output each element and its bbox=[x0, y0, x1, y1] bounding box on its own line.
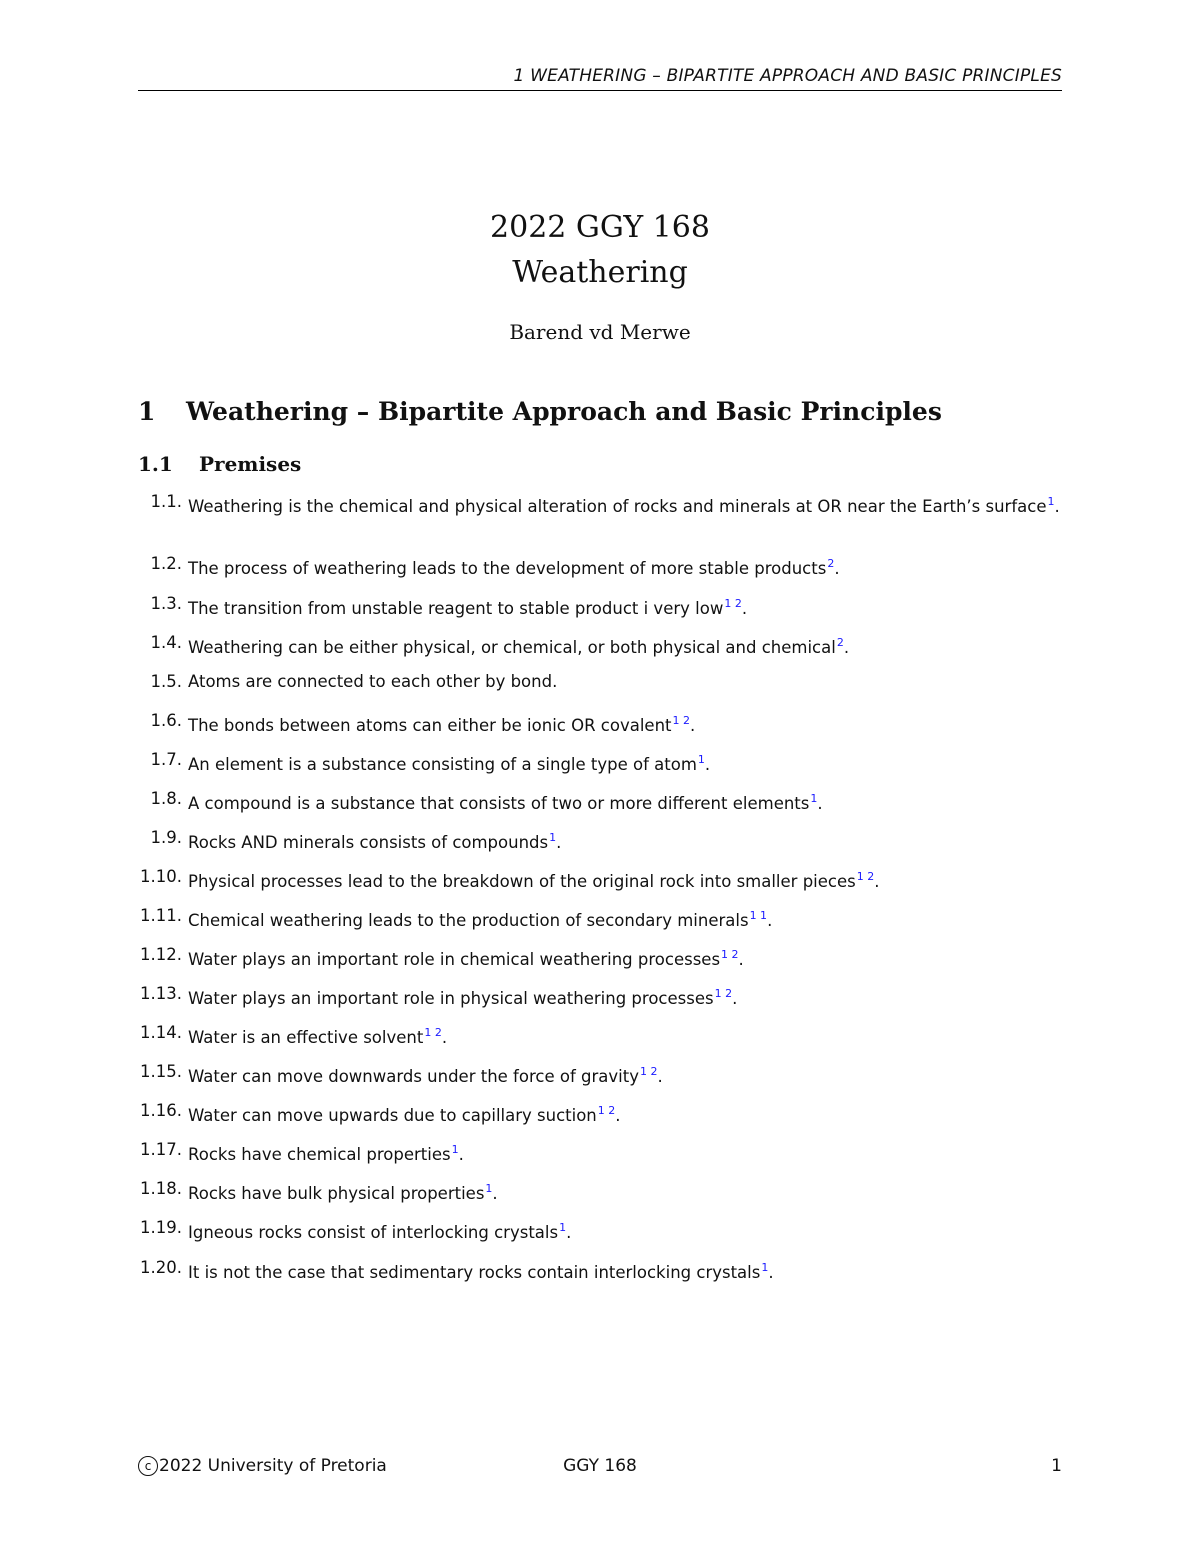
list-item bbox=[130, 982, 1062, 1011]
list-item-text: Water plays an important role in physical weathering processes bbox=[188, 989, 714, 1008]
reference-link[interactable]: 2 bbox=[827, 557, 835, 570]
reference-link[interactable]: 1 2 bbox=[724, 597, 742, 610]
list-item-period: . bbox=[657, 1067, 663, 1086]
list-item-text: Rocks AND minerals consists of compounds bbox=[188, 833, 549, 852]
list-item-number: 1.8. bbox=[150, 789, 182, 808]
list-item-body bbox=[188, 748, 1062, 777]
list-item-period: . bbox=[690, 716, 696, 735]
list-item bbox=[130, 709, 1062, 738]
list-item-number: 1.3. bbox=[150, 594, 182, 613]
list-item-period: . bbox=[441, 1028, 448, 1047]
reference-link[interactable]: 1 2 bbox=[672, 714, 690, 727]
list-item-text: Igneous rocks consist of interlocking crystals bbox=[188, 1223, 559, 1242]
list-item-text: Water plays an important role in chemical weathering processes bbox=[188, 950, 721, 969]
list-item-text: The bonds between atoms can either be ionic OR covalent bbox=[188, 716, 672, 735]
list-item bbox=[130, 787, 1062, 816]
list-item-period: . bbox=[768, 1263, 774, 1282]
section-heading bbox=[138, 397, 942, 426]
list-item-period: . bbox=[615, 1106, 621, 1125]
reference-link[interactable]: 1 bbox=[761, 1261, 769, 1274]
list-item-number: 1.6. bbox=[150, 711, 182, 730]
list-item-body bbox=[188, 1021, 1062, 1050]
document-author: Barend vd Merwe bbox=[509, 320, 691, 344]
reference-link[interactable]: 1 2 bbox=[597, 1104, 616, 1117]
list-item-number: 1.9. bbox=[150, 828, 182, 847]
list-item-body bbox=[188, 709, 1062, 738]
list-item-period: . bbox=[741, 599, 748, 618]
list-item-number: 1.20. bbox=[140, 1258, 182, 1277]
list-item bbox=[130, 1256, 1062, 1285]
document-title: 2022 GGY 168 bbox=[490, 210, 710, 245]
reference-link[interactable]: 1 2 bbox=[856, 870, 875, 883]
list-item-text: Water can move downwards under the force of gravity bbox=[188, 1067, 639, 1086]
list-item-text: Water is an effective solvent bbox=[188, 1028, 424, 1047]
list-item-period: . bbox=[556, 833, 562, 852]
list-item-period: . bbox=[767, 911, 773, 930]
list-item-body bbox=[188, 1060, 1062, 1089]
list-item-text: Rocks have chemical properties bbox=[188, 1145, 451, 1164]
list-item-period: . bbox=[458, 1145, 464, 1164]
reference-link[interactable]: 1 1 bbox=[749, 909, 768, 922]
list-item-number: 1.4. bbox=[150, 633, 182, 652]
list-item-number: 1.2. bbox=[150, 554, 182, 573]
list-item-body bbox=[188, 592, 1062, 621]
list-item bbox=[130, 592, 1062, 621]
reference-link[interactable]: 1 bbox=[485, 1182, 493, 1195]
list-item-text: The process of weathering leads to the development of more stable products bbox=[188, 559, 827, 578]
list-item-period: . bbox=[492, 1184, 498, 1203]
list-item-text: Water can move upwards due to capillary suction bbox=[188, 1106, 597, 1125]
list-item-text: Weathering can be either physical, or chemical, or both physical and chemical bbox=[188, 638, 836, 657]
reference-link[interactable]: 1 bbox=[810, 792, 818, 805]
footer-course: GGY 168 bbox=[563, 1456, 637, 1476]
list-item-text: Chemical weathering leads to the production of secondary minerals bbox=[188, 911, 749, 930]
list-item-body bbox=[188, 865, 1062, 894]
running-header bbox=[138, 64, 1062, 91]
list-item-text: It is not the case that sedimentary rocks contain interlocking crystals bbox=[188, 1263, 761, 1282]
list-item-period: . bbox=[738, 950, 744, 969]
reference-link[interactable]: 1 bbox=[451, 1143, 459, 1156]
list-item-body bbox=[188, 826, 1062, 855]
list-item-number: 1.10. bbox=[140, 867, 182, 886]
list-item-body bbox=[188, 1099, 1062, 1128]
list-item-text: Weathering is the chemical and physical alteration of rocks and minerals at OR near the Earth’s surface bbox=[188, 497, 1047, 516]
list-item-number: 1.14. bbox=[140, 1023, 182, 1042]
list-item bbox=[130, 904, 1062, 933]
section-number: 1 bbox=[138, 397, 156, 426]
section-title: Weathering – Bipartite Approach and Basic Principles bbox=[186, 397, 942, 426]
list-item-body bbox=[188, 943, 1062, 972]
list-item-period: . bbox=[817, 794, 823, 813]
list-item-period: . bbox=[874, 872, 880, 891]
list-item-number: 1.1. bbox=[150, 492, 182, 511]
list-item bbox=[130, 1216, 1062, 1245]
list-item-number: 1.16. bbox=[140, 1101, 182, 1120]
list-item-number: 1.11. bbox=[140, 906, 182, 925]
list-item-body bbox=[188, 1216, 1062, 1245]
reference-link[interactable]: 1 bbox=[1047, 495, 1055, 508]
list-item-text: A compound is a substance that consists of two or more different elements bbox=[188, 794, 810, 813]
list-item-number: 1.7. bbox=[150, 750, 182, 769]
list-item-body bbox=[188, 490, 1062, 519]
list-item-body bbox=[188, 631, 1062, 660]
list-item bbox=[130, 826, 1062, 855]
list-item-text: Physical processes lead to the breakdown of the original rock into smaller pieces bbox=[188, 872, 856, 891]
list-item-text: Atoms are connected to each other by bond. bbox=[188, 672, 558, 691]
list-item-number: 1.13. bbox=[140, 984, 182, 1003]
list-item-period: . bbox=[1054, 497, 1060, 516]
list-item-period: . bbox=[834, 559, 840, 578]
list-item-period: . bbox=[566, 1223, 572, 1242]
list-item bbox=[130, 748, 1062, 777]
list-item bbox=[130, 490, 1062, 519]
list-item-body bbox=[188, 1177, 1062, 1206]
reference-link[interactable]: 1 2 bbox=[721, 948, 739, 961]
list-item bbox=[130, 552, 1062, 581]
reference-link[interactable]: 1 2 bbox=[639, 1065, 658, 1078]
list-item-period: . bbox=[732, 989, 738, 1008]
list-item bbox=[130, 1021, 1062, 1050]
list-item bbox=[130, 1138, 1062, 1167]
list-item-number: 1.5. bbox=[150, 672, 182, 691]
list-item-body bbox=[188, 552, 1062, 581]
list-item-number: 1.18. bbox=[140, 1179, 182, 1198]
list-item-body bbox=[188, 1138, 1062, 1167]
running-header-title: 1 WEATHERING – BIPARTITE APPROACH AND BASIC PRINCIPLES bbox=[513, 66, 1062, 86]
list-item-body bbox=[188, 904, 1062, 933]
list-item bbox=[130, 1060, 1062, 1089]
subsection-title: Premises bbox=[199, 452, 302, 476]
copyright-icon: c bbox=[138, 1456, 158, 1476]
list-item-period: . bbox=[704, 755, 711, 774]
list-item-number: 1.17. bbox=[140, 1140, 182, 1159]
list-item bbox=[130, 670, 1062, 694]
footer-copyright-text: 2022 University of Pretoria bbox=[159, 1456, 387, 1476]
list-item bbox=[130, 943, 1062, 972]
list-item-period: . bbox=[843, 638, 850, 657]
subsection-number: 1.1 bbox=[138, 452, 173, 476]
reference-link[interactable]: 1 bbox=[697, 753, 705, 766]
list-item bbox=[130, 631, 1062, 660]
list-item bbox=[130, 865, 1062, 894]
list-item bbox=[130, 1099, 1062, 1128]
reference-link[interactable]: 1 bbox=[559, 1221, 567, 1234]
list-item-text: An element is a substance consisting of a single type of atom bbox=[188, 755, 697, 774]
list-item-body bbox=[188, 982, 1062, 1011]
list-item-number: 1.19. bbox=[140, 1218, 182, 1237]
list-item-text: Rocks have bulk physical properties bbox=[188, 1184, 485, 1203]
reference-link[interactable]: 1 bbox=[549, 831, 557, 844]
reference-link[interactable]: 1 2 bbox=[714, 987, 733, 1000]
reference-link[interactable]: 2 bbox=[836, 636, 844, 649]
document-subtitle: Weathering bbox=[512, 255, 688, 290]
list-item-body bbox=[188, 670, 1062, 694]
footer-page-number: 1 bbox=[1051, 1456, 1062, 1476]
list-item-body bbox=[188, 1256, 1062, 1285]
list-item-number: 1.15. bbox=[140, 1062, 182, 1081]
reference-link[interactable]: 1 2 bbox=[424, 1026, 442, 1039]
list-item-text: The transition from unstable reagent to stable product i very low bbox=[188, 599, 724, 618]
list-item-number: 1.12. bbox=[140, 945, 182, 964]
subsection-heading bbox=[138, 452, 301, 476]
list-item bbox=[130, 1177, 1062, 1206]
list-item-body bbox=[188, 787, 1062, 816]
